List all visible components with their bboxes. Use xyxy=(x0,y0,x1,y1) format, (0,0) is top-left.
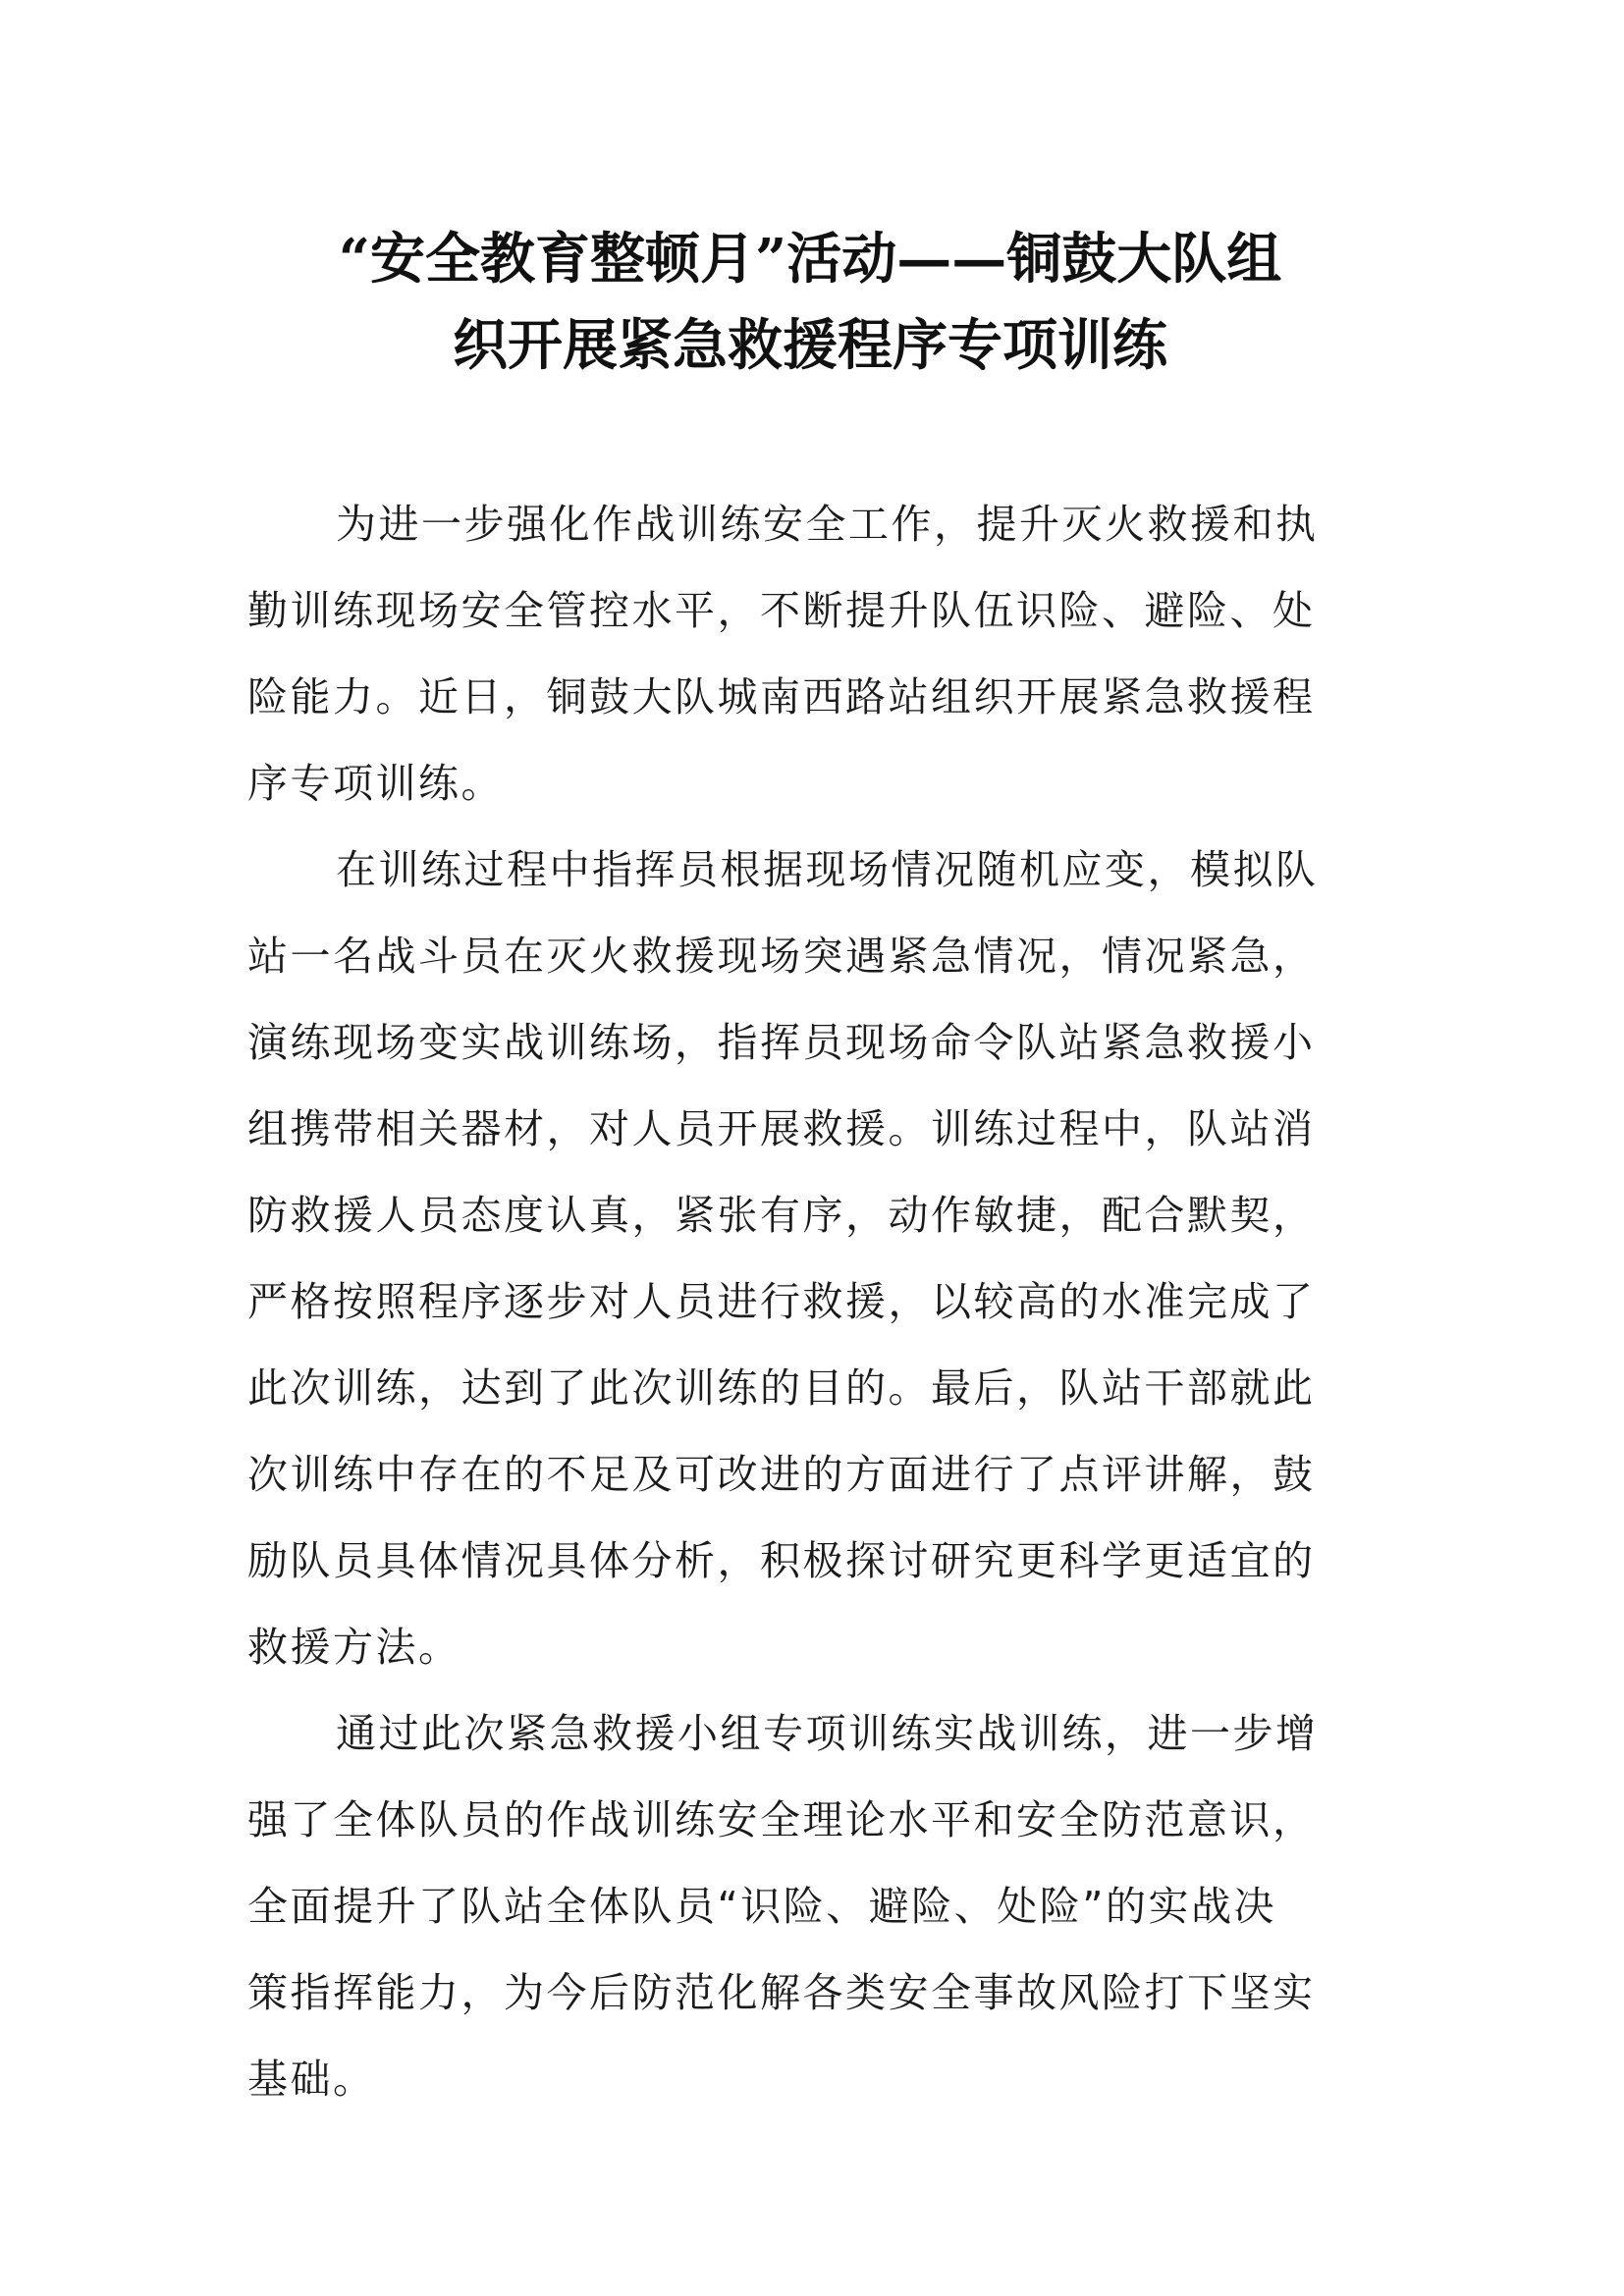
text-line: 基础。 xyxy=(247,2056,376,2103)
text-line: 为进一步强化作战训练安全工作，提升灭火救援和执 xyxy=(336,501,1319,548)
text-line: 防救援人员态度认真，紧张有序，动作敏捷，配合默契， xyxy=(247,1192,1316,1239)
paragraph-2 xyxy=(247,827,1352,1690)
text-line: 强了全体队员的作战训练安全理论水平和安全防范意识， xyxy=(247,1796,1316,1843)
text-line: 励队员具体情况具体分析，积极探讨研究更科学更适宜的 xyxy=(247,1537,1316,1584)
text-line: 险能力。近日，铜鼓大队城南西路站组织开展紧急救援程 xyxy=(247,673,1316,721)
title-line: “安全教育整顿月”活动——铜鼓大队组 xyxy=(338,227,1282,292)
text-line: 勤训练现场安全管控水平，不断提升队伍识险、避险、处 xyxy=(247,587,1316,634)
document-body xyxy=(247,481,1352,2122)
paragraph-3 xyxy=(247,1690,1352,2122)
text-line: 演练现场变实战训练场，指挥员现场命令队站紧急救援小 xyxy=(247,1019,1316,1066)
text-line: 通过此次紧急救援小组专项训练实战训练，进一步增 xyxy=(336,1710,1319,1757)
text-line: 次训练中存在的不足及可改进的方面进行了点评讲解，鼓 xyxy=(247,1451,1316,1498)
text-line: 此次训练，达到了此次训练的目的。最后，队站干部就此 xyxy=(247,1364,1316,1412)
text-line: 在训练过程中指挥员根据现场情况随机应变，模拟队 xyxy=(336,846,1319,893)
document-title xyxy=(245,216,1375,389)
paragraph-1 xyxy=(247,481,1352,827)
text-line: 站一名战斗员在灭火救援现场突遇紧急情况，情况紧急， xyxy=(247,933,1316,980)
text-line: 序专项训练。 xyxy=(247,760,504,807)
text-line: 组携带相关器材，对人员开展救援。训练过程中，队站消 xyxy=(247,1105,1316,1152)
title-line: 织开展紧急救援程序专项训练 xyxy=(453,313,1167,378)
text-line: 严格按照程序逐步对人员进行救援，以较高的水准完成了 xyxy=(247,1278,1316,1325)
text-line: 全面提升了队站全体队员“识险、避险、处险”的实战决 xyxy=(247,1883,1276,1930)
text-line: 策指挥能力，为今后防范化解各类安全事故风险打下坚实 xyxy=(247,1969,1316,2016)
text-line: 救援方法。 xyxy=(247,1624,461,1671)
